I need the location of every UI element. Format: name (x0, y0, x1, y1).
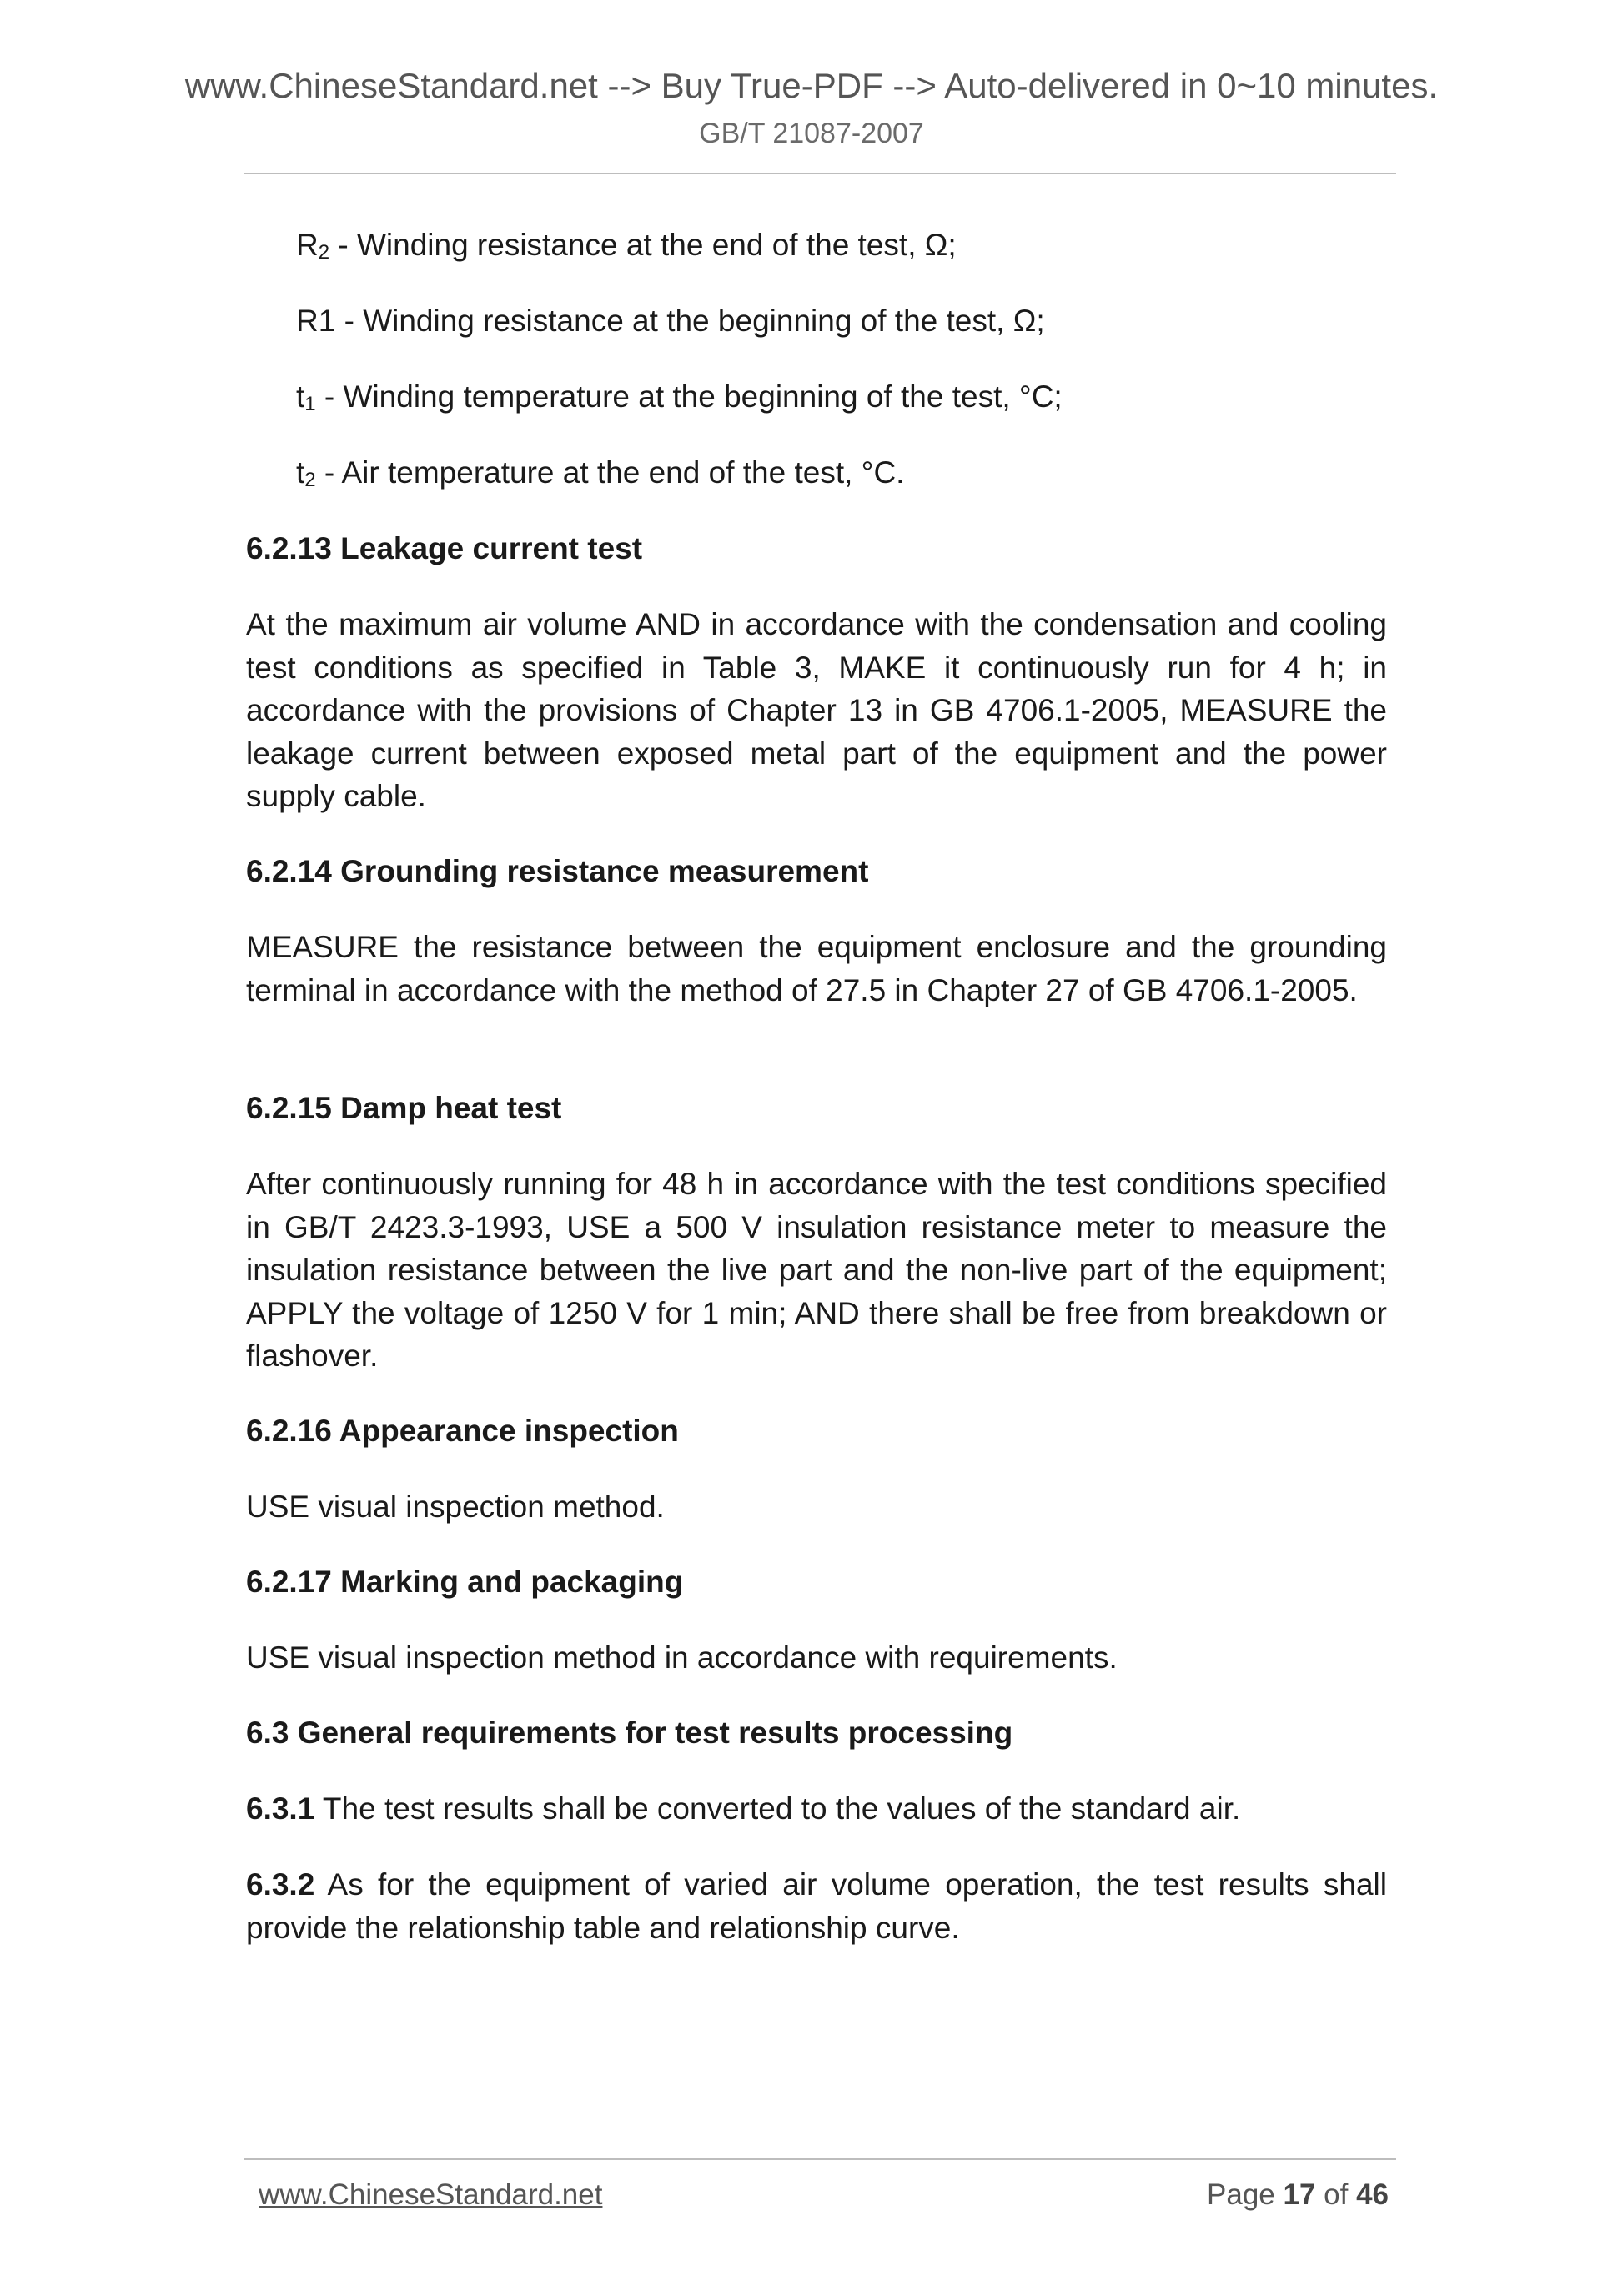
paragraph-6-2-13: At the maximum air volume AND in accordance with the condensation and cooling test conditions as specified in Table 3, MAKE it continuously run for 4 h; in accordance with the provisions of Chapter 13 in GB 4706.1-2005, MEASURE the leakage current between exposed metal part of the equipment and the power supply cable. (246, 607, 1387, 813)
heading-6-2-14: 6.2.14 Grounding resistance measurement (246, 854, 869, 888)
footer-site-link[interactable]: www.ChineseStandard.net (259, 2178, 603, 2211)
footer-divider (244, 2158, 1396, 2160)
heading-6-2-15: 6.2.15 Damp heat test (246, 1091, 562, 1125)
heading-6-3: 6.3 General requirements for test results processing (246, 1716, 1013, 1750)
heading-6-2-13: 6.2.13 Leakage current test (246, 531, 643, 565)
page-number: Page 17 of 46 (1207, 2178, 1389, 2211)
header-banner: www.ChineseStandard.net --> Buy True-PDF --> Auto-delivered in 0~10 minutes. (184, 66, 1439, 105)
variable-t2: $t_2$ - Air temperature at the end of the test, °C. (296, 455, 905, 491)
variable-t1: $t_1$ - Winding temperature at the beginning of the test, °C; (296, 379, 1063, 415)
paragraph-6-2-16: USE visual inspection method. (246, 1490, 665, 1524)
heading-6-2-17: 6.2.17 Marking and packaging (246, 1565, 684, 1599)
paragraph-6-2-15: After continuously running for 48 h in accordance with the test conditions specified in GB/T 2423.3-1993, USE a 500 V insulation resistance meter to measure the insulation resistance between the live part and the non-live part of the equipment; APPLY the voltage of 1250 V for 1 min; AND there shall be free from breakdown or flashover. (246, 1167, 1387, 1373)
paragraph-6-2-17: USE visual inspection method in accordance with requirements. (246, 1640, 1118, 1675)
paragraph-6-2-14: MEASURE the resistance between the equipment enclosure and the grounding terminal in accordance with the method of 27.5 in Chapter 27 of GB 4706.1-2005. (246, 930, 1387, 1007)
paragraph-6-3-1: 6.3.1 The test results shall be converted to the values of the standard air. (246, 1791, 1241, 1826)
clause-number-6-3-1: 6.3.1 (246, 1791, 315, 1826)
header-divider (244, 173, 1396, 174)
variable-r2: $R_2$ - Winding resistance at the end of the test, Ω; (296, 228, 957, 264)
header-doc-id: GB/T 21087-2007 (699, 118, 924, 149)
heading-6-2-16: 6.2.16 Appearance inspection (246, 1414, 679, 1448)
variable-r1: R1 - Winding resistance at the beginning of the test, Ω; (296, 304, 1045, 338)
clause-number-6-3-2: 6.3.2 (246, 1867, 315, 1902)
paragraph-6-3-2: 6.3.2 As for the equipment of varied air volume operation, the test results shall provide the relationship table and relationship curve. (246, 1867, 1387, 1945)
